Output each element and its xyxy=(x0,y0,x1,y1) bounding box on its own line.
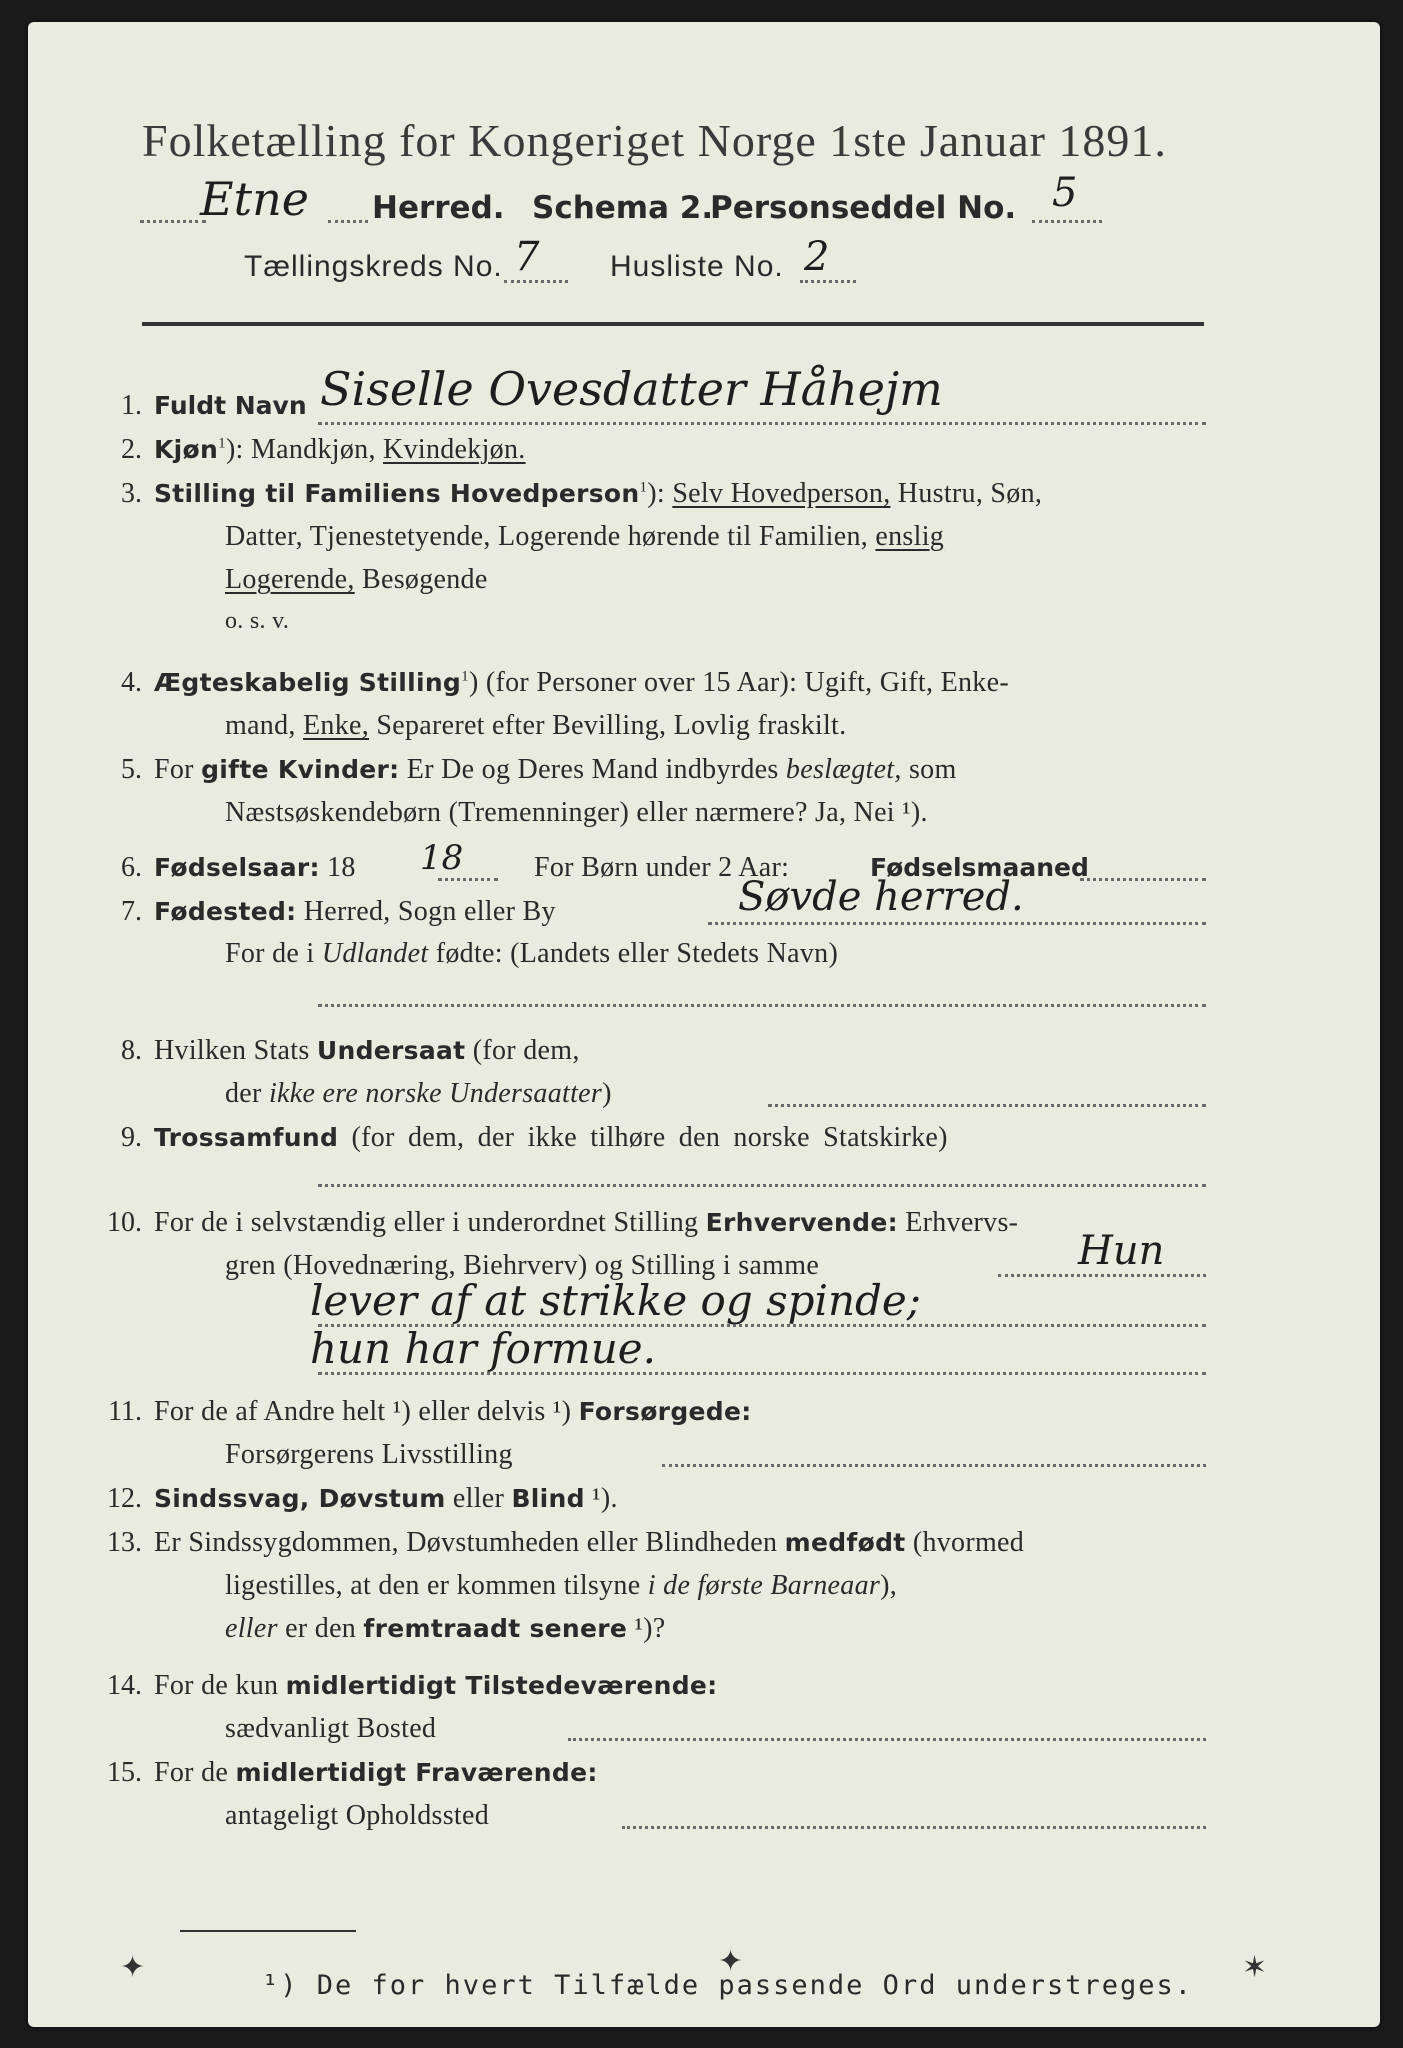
field-12-number: 12. xyxy=(107,1483,142,1514)
field-5-label-a: For xyxy=(154,754,202,785)
field-4-line1 xyxy=(154,667,1009,699)
field-2-text-a: ): Mandkjøn, xyxy=(225,434,384,465)
field-9-text: (for dem, der ikke tilhøre den norske Statskirke) xyxy=(338,1122,948,1153)
field-13-line2-c: ), xyxy=(880,1570,898,1601)
field-3-line3-a: Logerende, xyxy=(225,564,355,595)
field-11-number: 11. xyxy=(108,1396,142,1427)
field-7-line2-a: For de i xyxy=(225,938,322,969)
field-4-line2-c: Separeret efter Bevilling, Lovlig fraskilt. xyxy=(369,710,847,741)
husliste-value: 2 xyxy=(804,234,830,280)
field-13-line2 xyxy=(225,1570,897,1602)
field-15-line2: antageligt Opholdssted xyxy=(225,1800,490,1831)
herred-dotline xyxy=(140,220,206,223)
header-rule xyxy=(142,322,1204,326)
field-10-value-2: lever af at strikke og spinde; xyxy=(310,1276,921,1325)
field-10-number: 10. xyxy=(107,1207,142,1238)
field-13-number: 13. xyxy=(107,1527,142,1558)
field-7-line2-c: fødte: (Landets eller Stedets Navn) xyxy=(428,938,839,969)
field-8-text-b: (for dem, xyxy=(465,1035,580,1066)
field-2-text-b: Kvindekjøn. xyxy=(383,434,526,465)
field-5-line1-b: beslægtet, xyxy=(785,754,902,785)
field-9-dotline xyxy=(318,1184,1206,1187)
field-6-year-prefix: 18 xyxy=(319,852,356,883)
field-4-line2-b: Enke, xyxy=(303,710,370,741)
footnote: ¹) De for hvert Tilfælde passende Ord understreges. xyxy=(262,1970,1194,2001)
field-3-line2 xyxy=(225,521,944,553)
field-12-label: Sindssvag, Døvstum xyxy=(154,1484,446,1513)
personseddel-label: Personseddel No. xyxy=(710,190,1017,226)
field-1-dotline xyxy=(318,422,1206,425)
taellingskreds-label: Tællingskreds No. xyxy=(244,250,503,283)
field-3-line3-b: Besøgende xyxy=(354,564,488,595)
field-10-dotline-3 xyxy=(318,1372,1206,1375)
herred-label: Herred. xyxy=(372,190,505,226)
field-10-dotline-1 xyxy=(998,1274,1206,1277)
field-3-line1-b: Selv Hovedperson, xyxy=(672,478,891,509)
field-13-line2-b: i de første Barneaar xyxy=(647,1570,881,1601)
husliste-label: Husliste No. xyxy=(610,250,784,283)
field-7-value: Søvde herred. xyxy=(738,874,1024,920)
field-7-dotline-2 xyxy=(318,1004,1206,1007)
field-15-dotline xyxy=(622,1826,1206,1829)
field-6-line xyxy=(154,852,356,884)
field-15-line1 xyxy=(154,1757,598,1789)
field-5-number: 5. xyxy=(121,754,142,785)
field-10-line2: gren (Hovednæring, Biehrverv) og Stilling i samme xyxy=(225,1250,820,1281)
field-10-value-1: Hun xyxy=(1078,1228,1165,1274)
field-3-number: 3. xyxy=(121,478,142,509)
field-8-text-a: Hvilken Stats xyxy=(154,1035,317,1066)
field-11-line1-a: For de af Andre helt ¹) eller delvis ¹) xyxy=(154,1396,579,1427)
registration-mark-center: ✦ xyxy=(718,1944,744,1979)
field-8-line2-a: der xyxy=(225,1078,269,1109)
field-6-text: For Børn under 2 Aar: xyxy=(534,852,790,883)
field-9-label: Trossamfund xyxy=(154,1123,339,1152)
field-13-line1-b: medfødt xyxy=(784,1528,906,1557)
field-8-label: Undersaat xyxy=(316,1036,466,1065)
field-11-line2: Forsørgerens Livsstilling xyxy=(225,1439,513,1470)
registration-mark-right: ✶ xyxy=(1242,1950,1268,1985)
field-14-line1-a: For de kun xyxy=(154,1670,286,1701)
personseddel-dotline xyxy=(1032,220,1102,223)
field-13-line1-a: Er Sindssygdommen, Døvstumheden eller Blindheden xyxy=(154,1527,785,1558)
field-2-number: 2. xyxy=(121,434,142,465)
field-6-label: Fødselsaar: xyxy=(154,853,320,882)
field-3-line1-c: Hustru, Søn, xyxy=(890,478,1043,509)
field-10-line1-b: Erhvervende: xyxy=(705,1208,898,1237)
personseddel-value: 5 xyxy=(1052,170,1078,216)
field-15-number: 15. xyxy=(107,1757,142,1788)
field-12-text: eller xyxy=(445,1483,512,1514)
field-7-line2 xyxy=(225,938,838,970)
field-14-line1 xyxy=(154,1670,717,1702)
field-6-label2: Fødselsmaaned xyxy=(870,853,1089,882)
field-8-line2-c: ) xyxy=(602,1078,612,1109)
field-15-line1-b: midlertidigt Fraværende: xyxy=(235,1758,598,1787)
field-3-line4: o. s. v. xyxy=(225,608,290,634)
field-7-line xyxy=(154,896,556,928)
field-6-number: 6. xyxy=(121,852,142,883)
field-10-line1-c: Erhvervs- xyxy=(897,1207,1019,1238)
field-1-value: Siselle Ovesdatter Håhejm xyxy=(320,362,943,416)
field-14-line2: sædvanligt Bosted xyxy=(225,1713,437,1744)
field-9-line xyxy=(154,1122,948,1154)
field-13-line3-b: er den xyxy=(277,1613,364,1644)
field-6-year-value: 18 xyxy=(420,838,464,878)
field-7-dotline xyxy=(708,922,1206,925)
field-13-line2-a: ligestilles, at den er kommen tilsyne xyxy=(225,1570,648,1601)
field-12-tail: ¹). xyxy=(584,1483,618,1514)
field-12-line xyxy=(154,1483,618,1515)
field-4-line2-a: mand, xyxy=(225,710,304,741)
field-3-line1-a: ): xyxy=(647,478,673,509)
field-4-label: Ægteskabelig Stilling xyxy=(154,668,462,697)
field-10-line1-a: For de i selvstændig eller i underordnet Stilling xyxy=(154,1207,706,1238)
field-7-text: Herred, Sogn eller By xyxy=(296,896,556,927)
schema-label: Schema 2. xyxy=(532,190,714,226)
herred-value: Etne xyxy=(200,172,309,226)
form-title: Folketælling for Kongeriget Norge 1ste Januar 1891. xyxy=(142,115,1167,166)
field-8-line2-b: ikke ere norske Undersaatter xyxy=(268,1078,603,1109)
field-8-line2 xyxy=(225,1078,612,1110)
field-14-dotline xyxy=(568,1738,1206,1741)
field-3-line2-a: Datter, Tjenestetyende, Logerende hørende til Familien, xyxy=(225,521,876,552)
field-11-dotline xyxy=(662,1464,1206,1467)
field-11-line1 xyxy=(154,1396,752,1428)
field-13-line1-c: (hvormed xyxy=(905,1527,1025,1558)
field-11-line1-b: Forsørgede: xyxy=(578,1397,752,1426)
field-4-line2 xyxy=(225,710,846,742)
taellingskreds-value: 7 xyxy=(514,234,540,280)
field-4-number: 4. xyxy=(121,667,142,698)
field-8-line1 xyxy=(154,1035,580,1067)
field-5-line1 xyxy=(154,754,957,786)
field-13-line3-c: fremtraadt senere xyxy=(363,1614,628,1643)
field-1-label: Fuldt Navn xyxy=(154,391,307,420)
taellingskreds-dotline xyxy=(504,280,568,283)
field-13-line3-d: ¹)? xyxy=(627,1613,666,1644)
field-2-line xyxy=(154,434,526,466)
field-4-sup: 1 xyxy=(461,668,469,685)
field-12-label2: Blind xyxy=(511,1484,585,1513)
field-5-line2: Næstsøskendebørn (Tremenninger) eller nærmere? Ja, Nei ¹). xyxy=(225,797,928,828)
field-13-line3 xyxy=(225,1613,666,1645)
field-13-line1 xyxy=(154,1527,1024,1559)
field-1-number: 1. xyxy=(121,390,142,421)
field-2-label: Kjøn xyxy=(154,435,219,464)
field-7-number: 7. xyxy=(121,896,142,927)
field-10-value-3: hun har formue. xyxy=(310,1324,657,1373)
field-5-line1-a: Er De og Deres Mand indbyrdes xyxy=(399,754,786,785)
field-8-number: 8. xyxy=(121,1035,142,1066)
field-10-line1 xyxy=(154,1207,1018,1239)
herred-dotline-2 xyxy=(328,220,368,223)
field-3-line3 xyxy=(225,564,488,596)
field-3-label: Stilling til Familiens Hovedperson xyxy=(154,479,640,508)
census-form-sheet xyxy=(28,22,1380,2027)
field-3-sup: 1 xyxy=(639,479,648,496)
field-4-line1-text: ) (for Personer over 15 Aar): Ugift, Gift, Enke- xyxy=(468,667,1009,698)
field-2-sup: 1 xyxy=(218,435,226,452)
field-14-line1-b: midlertidigt Tilstedeværende: xyxy=(285,1671,718,1700)
field-5-line1-c: som xyxy=(901,754,957,785)
field-7-label: Fødested: xyxy=(154,897,297,926)
field-3-line2-b: enslig xyxy=(875,521,945,552)
field-14-number: 14. xyxy=(107,1670,142,1701)
field-15-line1-a: For de xyxy=(154,1757,236,1788)
field-9-number: 9. xyxy=(121,1122,142,1153)
field-5-label-b: gifte Kvinder: xyxy=(201,755,400,784)
field-7-line2-b: Udlandet xyxy=(321,938,429,969)
field-3-line1 xyxy=(154,478,1042,510)
husliste-dotline xyxy=(800,280,856,283)
footnote-rule xyxy=(180,1930,356,1932)
field-6-year-dotline xyxy=(438,878,498,881)
registration-mark-left: ✦ xyxy=(120,1950,146,1985)
field-13-line3-a: eller xyxy=(225,1613,278,1644)
field-6-month-dotline xyxy=(1080,878,1206,881)
field-8-dotline xyxy=(768,1104,1206,1107)
